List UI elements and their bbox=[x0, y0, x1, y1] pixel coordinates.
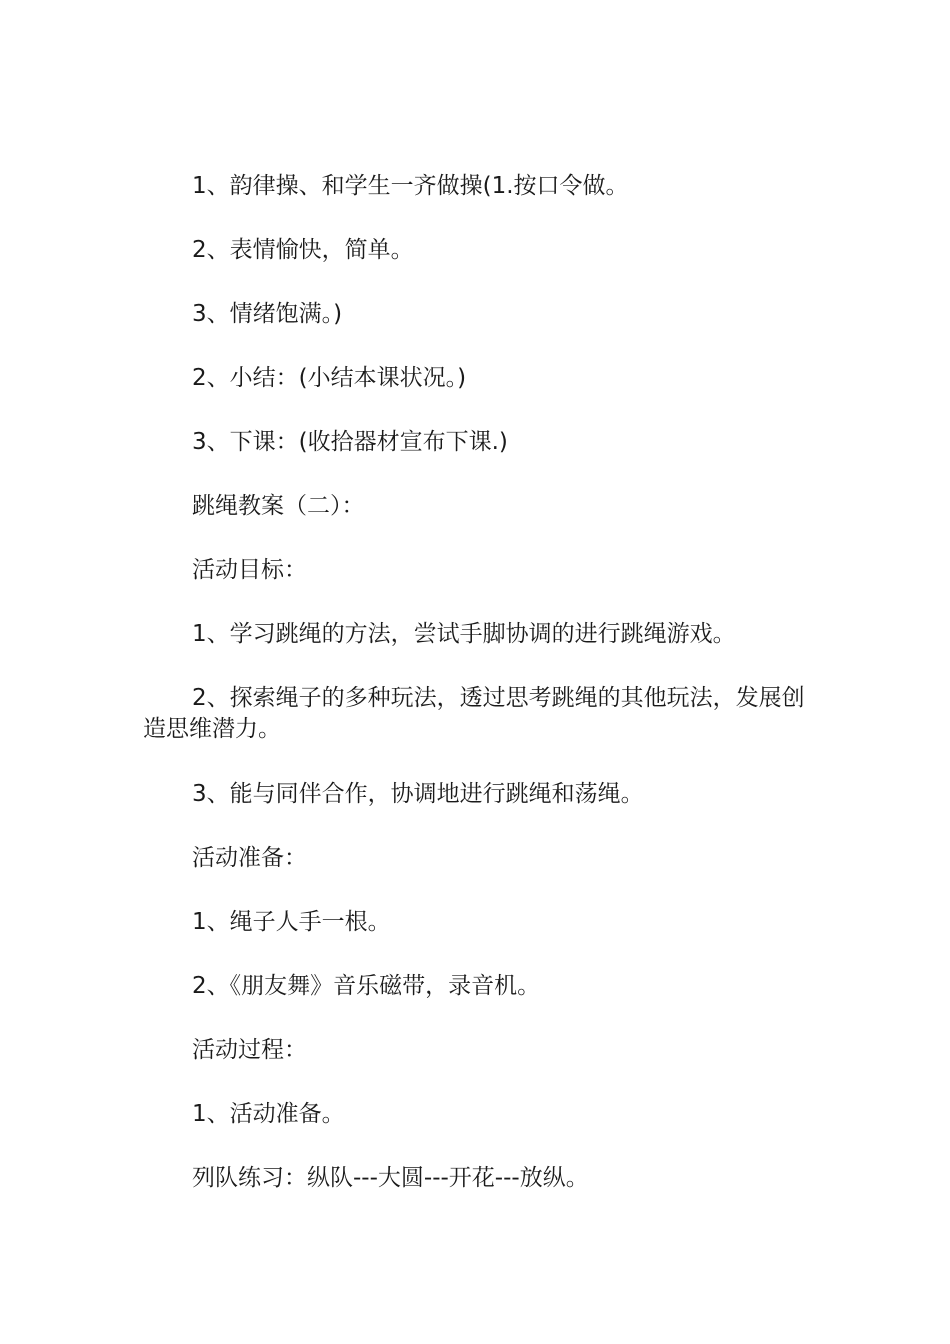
paragraph: 1、学习跳绳的方法，尝试手脚协调的进行跳绳游戏。 bbox=[192, 621, 736, 647]
paragraph: 2、《朋友舞》音乐磁带，录音机。 bbox=[192, 973, 541, 999]
paragraph: 2、小结：(小结本课状况。) bbox=[192, 365, 467, 391]
paragraph: 2、探索绳子的多种玩法，透过思考跳绳的其他玩法，发展创造思维潜力。 bbox=[143, 685, 805, 742]
subsection-heading: 活动过程： bbox=[192, 1037, 307, 1063]
paragraph: 1、韵律操、和学生一齐做操(1.按口令做。 bbox=[192, 173, 629, 199]
paragraph: 3、能与同伴合作，协调地进行跳绳和荡绳。 bbox=[192, 781, 644, 807]
paragraph: 2、表情愉快，简单。 bbox=[192, 237, 414, 263]
subsection-heading: 活动目标： bbox=[192, 557, 307, 583]
paragraph: 列队练习：纵队---大圆---开花---放纵。 bbox=[192, 1165, 589, 1191]
section-heading: 跳绳教案（二）： bbox=[192, 493, 365, 519]
subsection-heading: 活动准备： bbox=[192, 845, 307, 871]
paragraph: 3、情绪饱满。) bbox=[192, 301, 343, 327]
paragraph: 1、绳子人手一根。 bbox=[192, 909, 391, 935]
paragraph: 1、活动准备。 bbox=[192, 1101, 345, 1127]
paragraph: 3、下课：(收拾器材宣布下课.) bbox=[192, 429, 508, 455]
